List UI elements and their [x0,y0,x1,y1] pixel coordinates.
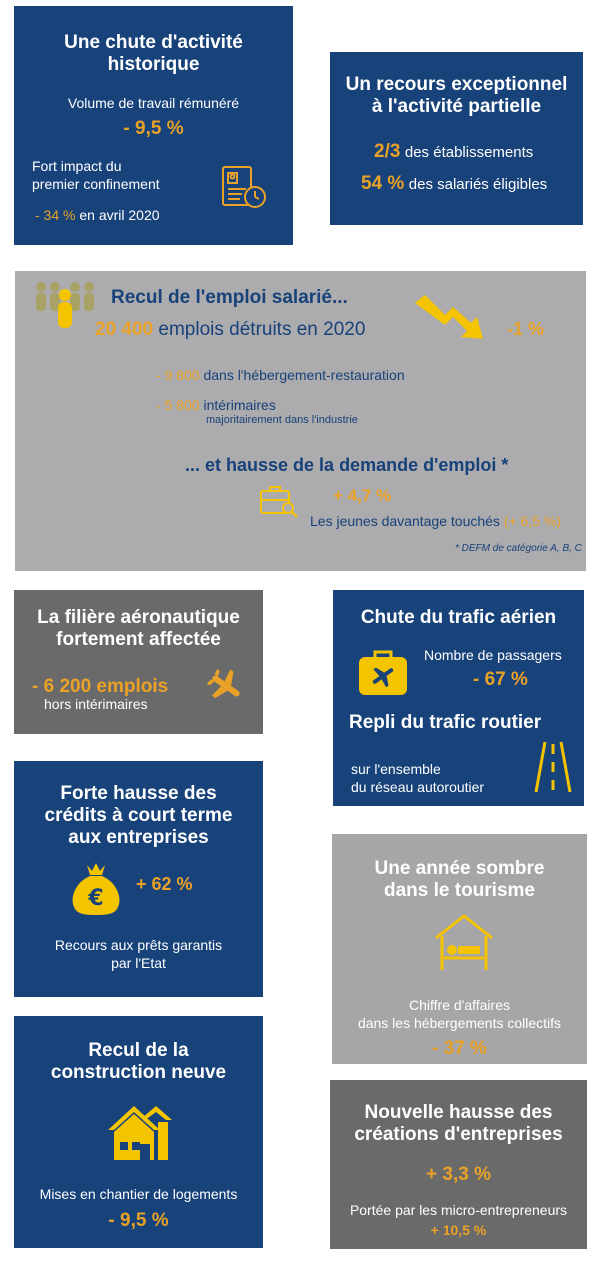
temp-workers-sub: majoritairement dans l'industrie [206,414,358,426]
suitcase-plane-icon [358,647,408,697]
houses-icon [102,1100,174,1162]
card-title-line3: aux entreprises [68,827,209,848]
card-title-line2: créations d'entreprises [354,1124,563,1145]
construction-value: - 9,5 % [108,1210,169,1231]
card-title-line1: Un recours exceptionnel [345,74,568,95]
impact-line2: premier confinement [32,176,160,192]
creations-value: + 3,3 % [426,1164,491,1185]
card-title-line1: Une chute d'activité [64,32,243,53]
work-volume-label: Volume de travail rémunéré [67,95,240,111]
credits-value: + 62 % [136,874,193,894]
temp-workers-loss: - 5 800 intérimaires [156,397,276,413]
road-icon [533,740,573,794]
tourism-label-line2: dans les hébergements collectifs [357,1015,562,1031]
card-title-line2: historique [107,54,200,75]
euro-bag-icon [68,859,124,917]
tourism-label-line1: Chiffre d'affaires [409,997,510,1013]
aeronautics-card [14,590,263,734]
passengers-label: Nombre de passagers [424,647,562,663]
card-title-line1: Nouvelle hausse des [364,1102,553,1123]
activity-drop-card [14,6,293,245]
credits-sub-line1: Recours aux prêts garantis [54,937,223,953]
tourism-card [332,834,587,1064]
employment-pct: -1 % [507,319,545,339]
employment-card [15,271,586,571]
air-traffic-title: Chute du trafic aérien [360,607,557,628]
creations-label: Portée par les micro-entrepreneurs [349,1202,568,1218]
impact-line1: Fort impact du [32,158,122,174]
road-sub-line2: du réseau autoroutier [351,779,485,795]
april-drop: - 34 % en avril 2020 [35,207,160,223]
credits-card [14,761,263,997]
document-clock-icon [220,164,268,212]
credits-sub-line2: par l'Etat [111,955,166,971]
aero-sub: hors intérimaires [44,696,148,712]
demand-value: + 4,7 % [333,486,392,505]
footnote: * DEFM de catégorie A, B, C [455,543,582,554]
card-title-line2: crédits à court terme [44,805,233,826]
passengers-value: - 67 % [473,669,528,690]
card-title-line2: à l'activité partielle [371,96,542,117]
trend-down-arrow-icon [413,293,485,343]
svg-text:€: € [88,886,104,911]
plane-down-icon [206,666,246,706]
construction-label: Mises en chantier de logements [39,1186,238,1202]
card-title-line1: Une année sombre [374,858,545,879]
hotel-bed-icon [432,912,496,974]
creations-sub-value: + 10,5 % [430,1222,487,1238]
tourism-value: - 37 % [432,1038,487,1059]
card-title-line2: fortement affectée [56,629,221,650]
briefcase-search-icon [259,483,299,519]
youth-impact: Les jeunes davantage touchés (+ 6,5 %) [310,513,562,529]
establishments-share: 2/3 des établissements [374,141,534,162]
work-volume-value: - 9,5 % [123,118,184,139]
card-title-line1: Recul de la [88,1040,189,1061]
business-creation-card [330,1080,587,1249]
partial-activity-card [330,52,583,225]
employees-share: 54 % des salariés éligibles [361,173,548,194]
card-title-line2: dans le tourisme [384,880,535,901]
card-title-line2: construction neuve [50,1062,227,1083]
card-title-line1: La filière aéronautique [37,607,240,628]
jobs-destroyed: 20 400 emplois détruits en 2020 [95,319,366,340]
hospitality-loss: - 9 800 dans l'hébergement-restauration [156,367,405,383]
traffic-card [333,590,584,806]
construction-card [14,1016,263,1248]
road-traffic-title: Repli du trafic routier [349,712,542,733]
employment-title: Recul de l'emploi salarié... [111,287,348,308]
road-sub-line1: sur l'ensemble [351,761,441,777]
demand-title: ... et hausse de la demande d'emploi * [185,455,509,475]
card-title-line1: Forte hausse des [60,783,217,804]
aero-jobs-value: - 6 200 emplois [32,676,169,697]
people-icon [33,279,97,331]
